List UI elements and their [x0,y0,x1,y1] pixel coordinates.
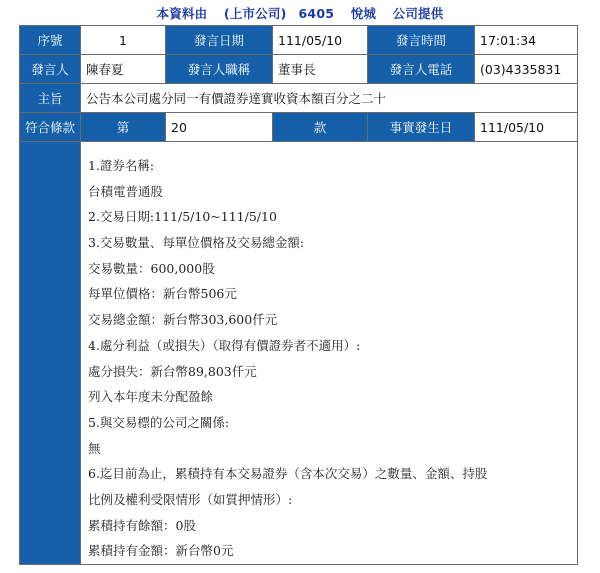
article-value: 20 [166,113,273,142]
header-suffix: 公司提供 [392,6,444,21]
description-line: 4.處分利益（或損失）（取得有價證券者不適用）: [88,337,361,353]
event-date-label: 事實發生日 [368,113,475,142]
clause-label: 符合條款 [20,113,81,142]
table-row [20,84,578,113]
description-cell [81,142,578,565]
description-line: 累積持有餘額：0股 [88,517,196,533]
speaker-label: 發言人 [20,55,81,84]
description-line: 5.與交易標的公司之關係: [88,414,230,430]
description-line: 累積持有金額：新台幣0元 [88,543,234,559]
speaker-value: 陳春夏 [81,55,166,84]
subject-value: 公告本公司處分同一有價證券達實收資本額百分之二十 [81,84,578,113]
date-label: 發言日期 [166,26,273,55]
description-line: 每單位價格：新台幣506元 [88,286,237,302]
table-row [20,55,578,84]
description-line: 交易總金額：新台幣303,600仟元 [88,312,278,328]
description-line: 3.交易數量、每單位價格及交易總金額: [88,235,305,251]
description-line: 台積電普通股 [88,183,164,199]
paragraph-label: 款 [273,113,368,142]
seq-label: 序號 [20,26,81,55]
description-line: 處分損失：新台幣89,803仟元 [88,363,257,379]
time-label: 發言時間 [368,26,475,55]
description-line: 比例及權利受限情形（如質押情形）: [88,491,293,507]
speaker-phone-label: 發言人電話 [368,55,475,84]
seq-value: 1 [81,26,166,55]
article-label: 第 [81,113,166,142]
description-line: 交易數量：600,000股 [88,260,215,276]
description-line: 1.證券名稱: [88,158,155,173]
table-row [20,113,578,142]
description-line: 2.交易日期:111/5/10~111/5/10 [88,209,277,225]
description-line: 6.迄目前為止，累積持有本交易證券（含本次交易）之數量、金額、持股 [88,466,488,482]
header-prefix: 本資料由 [156,6,208,21]
date-value: 111/05/10 [273,26,368,55]
description-line: 列入本年度未分配盈餘 [88,389,214,405]
description-body [86,142,572,564]
announcement-table [19,25,578,565]
speaker-title-value: 董事長 [273,55,368,84]
table-row [20,26,578,55]
subject-label: 主旨 [20,84,81,113]
speaker-title-label: 發言人職稱 [166,55,273,84]
event-date-value: 111/05/10 [475,113,578,142]
header-company-type: (上市公司) [223,6,287,21]
time-value: 17:01:34 [475,26,578,55]
description-side-label [20,142,81,565]
description-line: 無 [88,440,101,456]
table-row [20,142,578,565]
header-code: 6405 [298,6,335,21]
header-company-name: 悅城 [350,6,377,21]
speaker-phone-value: (03)4335831 [475,55,578,84]
page-header [0,4,600,22]
